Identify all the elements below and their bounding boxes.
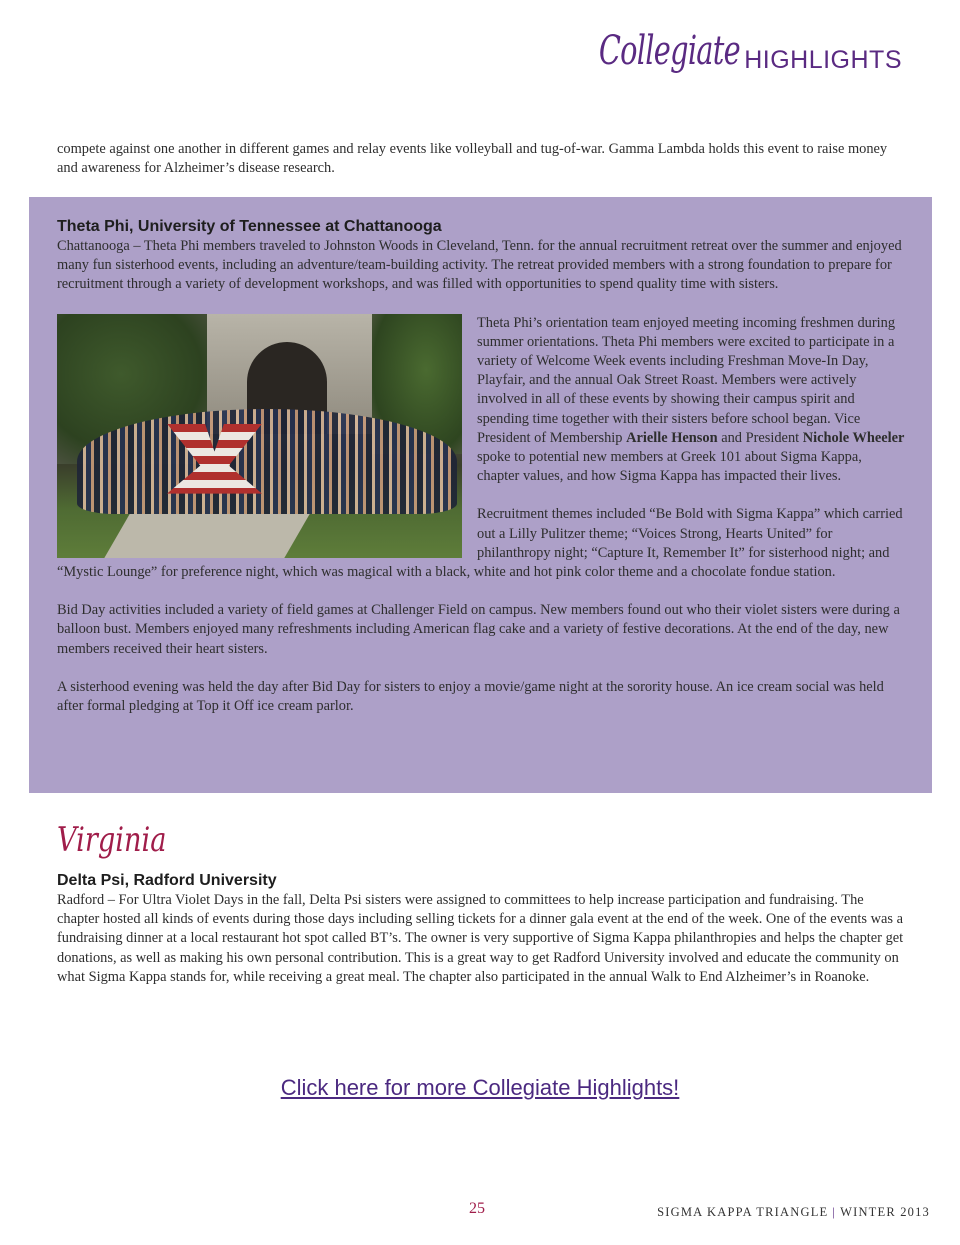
intro-paragraph: compete against one another in different games and relay events like volleyball and tug-of-war. Gamma Lambda holds this event to raise money and awareness for Alzheimer’s disease research. <box>57 141 888 177</box>
publication-name: SIGMA KAPPA TRIANGLE <box>657 1205 829 1219</box>
issue-label: WINTER 2013 <box>840 1205 930 1219</box>
footer-publication <box>657 1205 930 1220</box>
virginia-heading: Virginia <box>57 820 167 860</box>
theta-phi-panel <box>29 197 932 793</box>
theta-phi-paragraph-2: Theta Phi’s orientation team enjoyed meeting incoming freshmen during summer orientations. Theta Phi members were excited to participate in a variety of Welcome Week events including Freshman Move-In Day, Playfair, and the annual Oak Street Roast. Members were actively involved in all of these events by showing their campus spirit and spending time together with their sisters before school began. Vice President of Membership Arielle Henson and President Nichole Wheeler spoke to potential new members at Greek 101 about Sigma Kappa, chapter values, and how Sigma Kappa has impacted their lives. <box>477 314 905 485</box>
theta-phi-title: Theta Phi, University of Tennessee at Chattanooga <box>57 218 442 235</box>
theta-phi-content <box>57 217 907 716</box>
theta-phi-paragraph-4: Bid Day activities included a variety of field games at Challenger Field on campus. New members found out who their violet sisters were during a balloon bust. Members enjoyed many refreshments including American flag cake and a variety of festive decorations. At the end of the day, new members received their heart sisters. <box>57 602 900 657</box>
header-caps-title: HIGHLIGHTS <box>744 46 902 74</box>
theta-phi-paragraph-3: Recruitment themes included “Be Bold with Sigma Kappa” which carried out a Lilly Pulitzer theme; “Voices Strong, Hearts United” for philanthropy night; “Capture It, Remember It” for sisterhood night; and “Mystic Lounge” for preference night, which was magical with a black, white and hot pink color theme and a chocolate fondue station. <box>57 506 903 581</box>
more-highlights-link[interactable]: Click here for more Collegiate Highlights! <box>280 1075 680 1100</box>
name-nichole-wheeler: Nichole Wheeler <box>802 429 905 446</box>
delta-psi-title: Delta Psi, Radford University <box>57 872 277 889</box>
name-arielle-henson: Arielle Henson <box>626 429 718 446</box>
theta-phi-paragraph-5: A sisterhood evening was held the day after Bid Day for sisters to enjoy a movie/game night at the sorority house. An ice cream social was held after formal pledging at Top it Off ice cream parlor. <box>57 678 884 715</box>
delta-psi-paragraph: Radford – For Ultra Violet Days in the fall, Delta Psi sisters were assigned to committees to help increase participation and fundraising. The chapter hosted all kinds of events during those days including selling tickets for a dinner gala event at the end of the week. One of the events was a fundraising dinner at a local restaurant hot spot called BT’s. The owner is very supportive of Sigma Kappa philanthropies and helps the chapter get donations, as well as making his own personal contribution. This is a great way to get Radford University involved and educate the community on what Sigma Kappa stands for, while receiving a great meal. The chapter also participated in the annual Walk to End Alzheimer’s in Roanoke. <box>57 892 904 985</box>
header-script-title: Collegiate <box>598 28 740 74</box>
virginia-section <box>57 815 907 987</box>
footer-separator: | <box>832 1205 837 1219</box>
chapter-group-photo <box>57 314 462 558</box>
theta-phi-paragraph-1: Chattanooga – Theta Phi members traveled to Johnston Woods in Cleveland, Tenn. for the annual recruitment retreat over the summer and enjoyed many fun sisterhood events, including an adventure/team-building activity. The retreat provided members with a strong foundation to prepare for recruitment through a variety of development workshops, and was filled with opportunities to spend quality time with sisters. <box>57 238 902 293</box>
page-number: 25 <box>469 1200 485 1217</box>
